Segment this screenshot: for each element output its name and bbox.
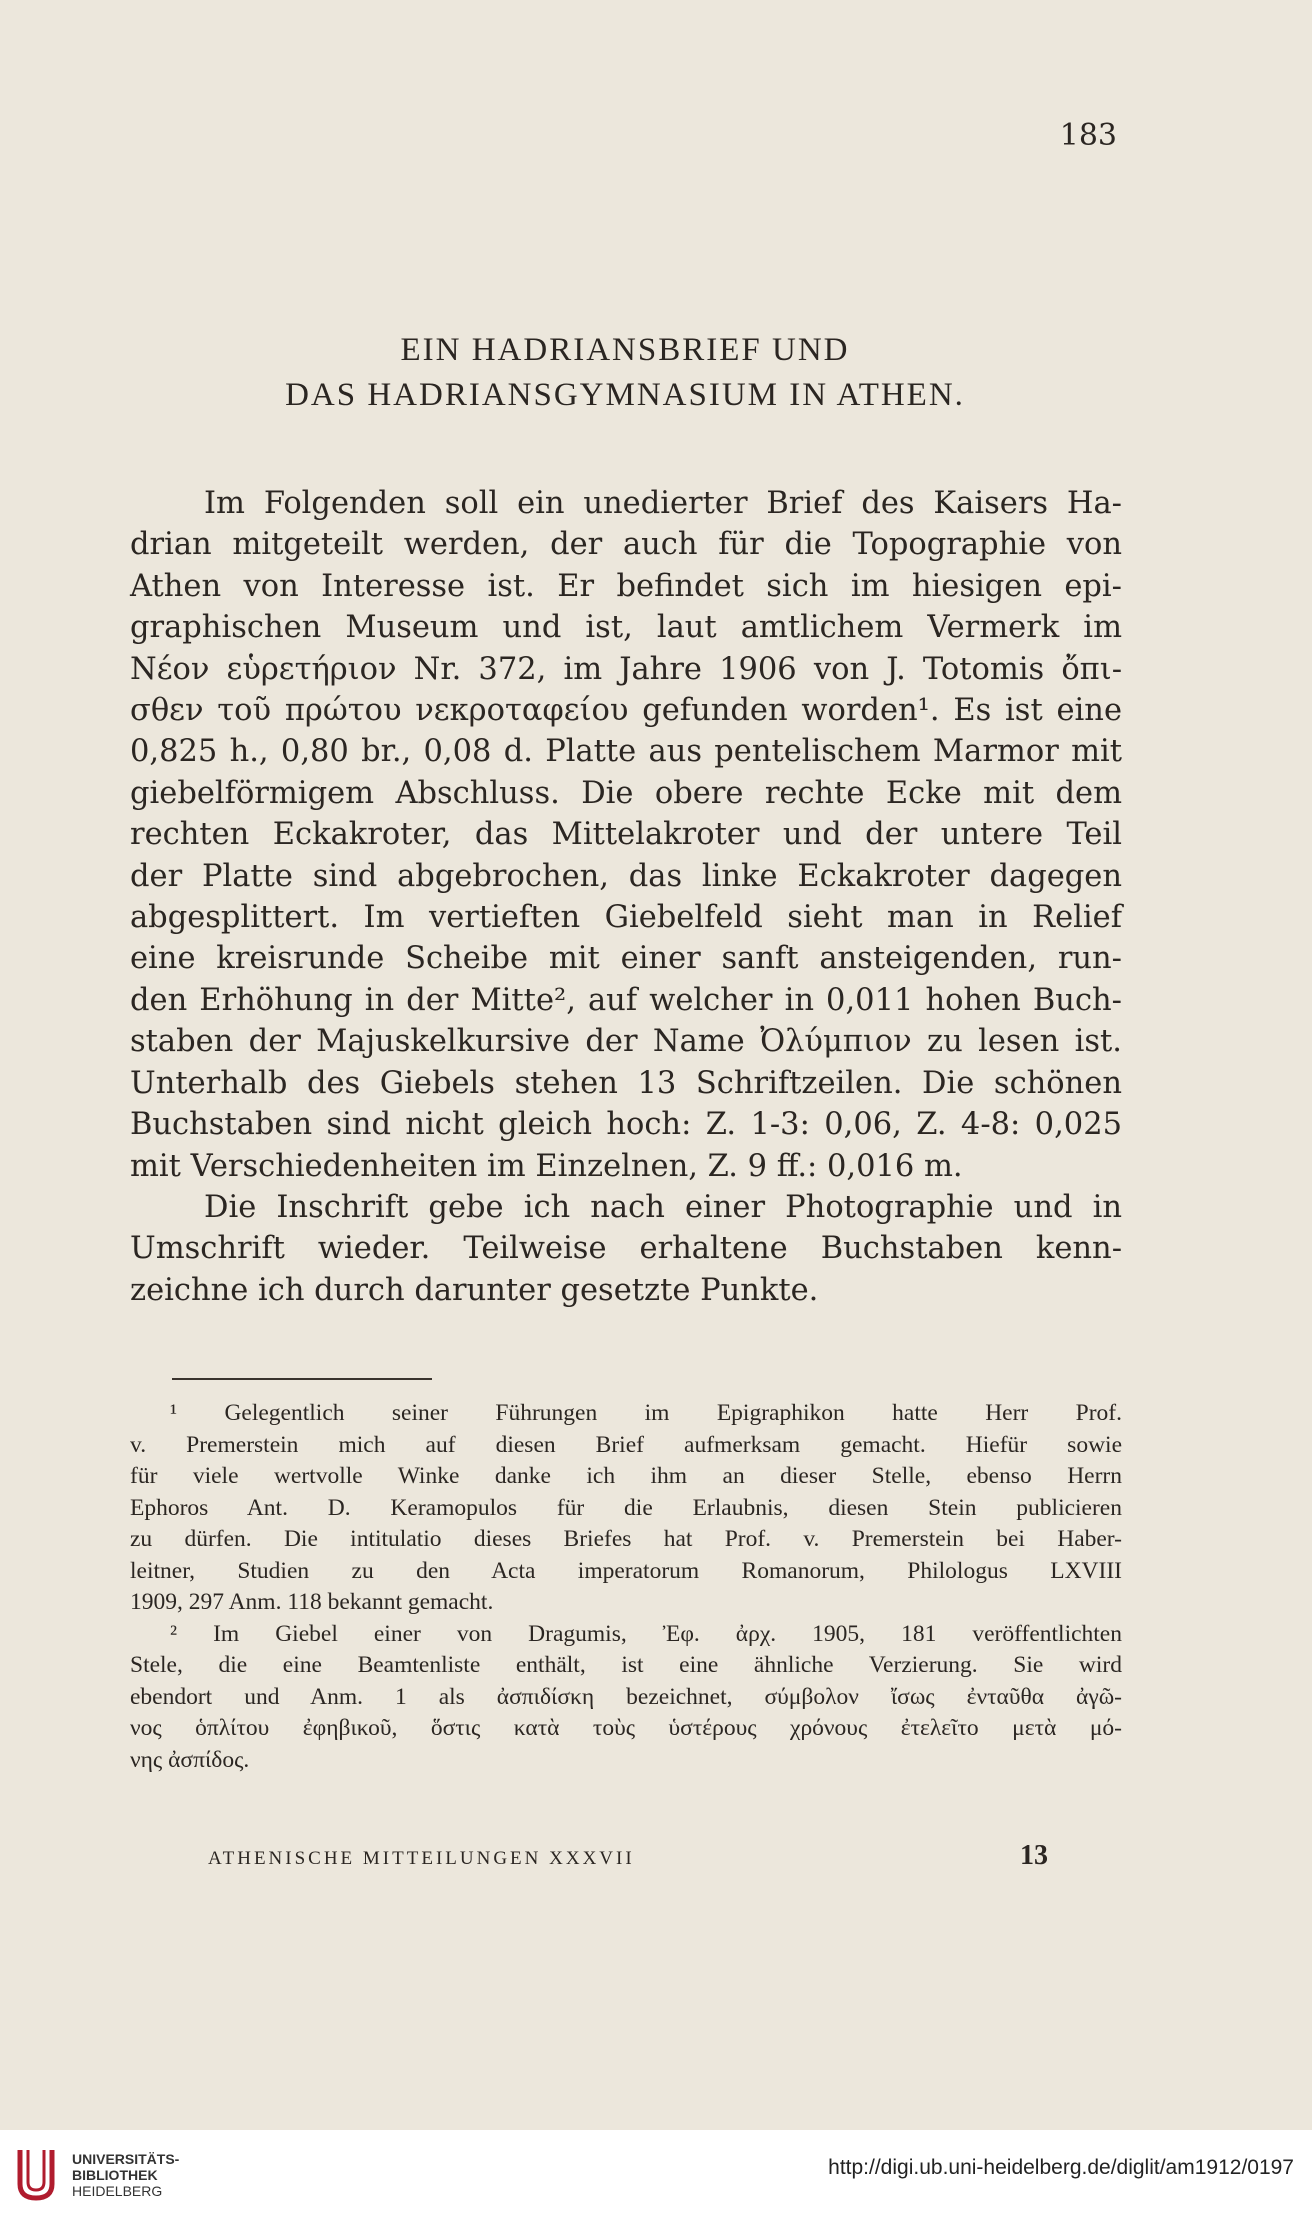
logo-line: UNIVERSITÄTS-	[72, 2151, 180, 2167]
footnote-line: ¹ Gelegentlich seiner Führungen im Epigraphikon hatte Herr Prof.	[170, 1400, 1122, 1426]
footnote-line: zu dürfen. Die intitulatio dieses Briefes hat Prof. v. Premerstein bei Haber-	[130, 1526, 1122, 1552]
article-title	[0, 328, 1250, 418]
title-line: DAS HADRIANSGYMNASIUM IN ATHEN.	[285, 377, 965, 413]
body-line: giebelförmigem Abschluss. Die obere rechte Ecke mit dem	[130, 775, 1122, 811]
permalink-url[interactable]: http://digi.ub.uni-heidelberg.de/diglit/am1912/0197	[828, 2156, 1294, 2179]
body-line: Umschrift wieder. Teilweise erhaltene Buchstaben kenn-	[130, 1231, 1122, 1267]
body-line: Νέον εὑρετήριον Nr. 372, im Jahre 1906 von J. Totomis ὄπι-	[130, 651, 1122, 687]
journal-footer	[208, 1840, 1048, 1872]
body-line: staben der Majuskelkursive der Name Ὀλύμπιον zu lesen ist.	[130, 1024, 1122, 1060]
library-logo-text	[72, 2151, 179, 2199]
footnote-line: Ephoros Ant. D. Keramopulos für die Erlaubnis, diesen Stein publicieren	[130, 1494, 1122, 1521]
body-line: der Platte sind abgebrochen, das linke Eckakroter dagegen	[130, 858, 1122, 894]
body-line: Buchstaben sind nicht gleich hoch: Z. 1-3: 0,06, Z. 4-8: 0,025	[130, 1107, 1122, 1143]
page-number: 183	[1059, 118, 1117, 153]
body-line: rechten Eckakroter, das Mittelakroter und der untere Teil	[130, 817, 1122, 853]
footnote-line: ebendort und Anm. 1 als ἀσπιδίσκη bezeichnet, σύμβολον ἴσως ἐνταῦθα ἀγῶ-	[130, 1683, 1122, 1710]
body-line: mit Verschiedenheiten im Einzelnen, Z. 9 ff.: 0,016 m.	[130, 1148, 963, 1184]
body-text	[130, 483, 1122, 1311]
body-line: eine kreisrunde Scheibe mit einer sanft ansteigenden, run-	[130, 941, 1122, 977]
footnote-rule	[172, 1378, 432, 1380]
body-line: Im Folgenden soll ein unedierter Brief des Kaisers Ha-	[204, 486, 1122, 521]
body-line: σθεν τοῦ πρώτου νεκροταφείου gefunden worden¹. Es ist eine	[130, 693, 1122, 729]
body-line: graphischen Museum und ist, laut amtlichem Vermerk im	[130, 610, 1122, 646]
footnote-line: 1909, 297 Anm. 118 bekannt gemacht.	[130, 1589, 494, 1615]
body-line: abgesplittert. Im vertieften Giebelfeld sieht man in Relief	[130, 900, 1122, 936]
sheet-number: 13	[1020, 1840, 1048, 1871]
footnote-line: νος ὁπλίτου ἐφηβικοῦ, ὅστις κατὰ τοὺς ὑστέρους χρόνους ἐτελεῖτο μετὰ μό-	[130, 1715, 1122, 1741]
viewer-footer-bar	[0, 2130, 1312, 2226]
logo-line: BIBLIOTHEK	[72, 2167, 158, 2183]
library-logo[interactable]	[12, 2144, 179, 2206]
logo-line: HEIDELBERG	[72, 2183, 163, 2199]
footnote-line: leitner, Studien zu den Acta imperatorum Romanorum, Philologus LXVIII	[130, 1557, 1122, 1584]
footnote-line: ² Im Giebel einer von Dragumis, Ἐφ. ἀρχ. 1905, 181 veröffentlichten	[170, 1620, 1122, 1647]
journal-name: ATHENISCHE MITTEILUNGEN XXXVII	[208, 1848, 635, 1869]
footnote-line: Stele, die eine Beamtenliste enthält, ist eine ähnliche Verzierung. Sie wird	[130, 1652, 1122, 1678]
body-line: Unterhalb des Giebels stehen 13 Schriftzeilen. Die schönen	[130, 1065, 1122, 1101]
body-line: zeichne ich durch darunter gesetzte Punkte.	[130, 1272, 819, 1308]
footnote-line: für viele wertvolle Winke danke ich ihm an dieser Stelle, ebenso Herrn	[130, 1463, 1122, 1489]
library-logo-icon	[12, 2144, 62, 2206]
footnote-line: v. Premerstein mich auf diesen Brief aufmerksam gemacht. Hiefür sowie	[130, 1431, 1122, 1458]
footnotes	[130, 1398, 1122, 1776]
body-line: 0,825 h., 0,80 br., 0,08 d. Platte aus pentelischem Marmor mit	[130, 734, 1122, 770]
body-line: Athen von Interesse ist. Er befindet sich im hiesigen epi-	[130, 568, 1122, 604]
body-line: Die Inschrift gebe ich nach einer Photographie und in	[204, 1189, 1122, 1225]
title-line: EIN HADRIANSBRIEF UND	[400, 332, 850, 368]
body-line: drian mitgeteilt werden, der auch für die Topographie von	[130, 527, 1122, 563]
body-line: den Erhöhung in der Mitte², auf welcher in 0,011 hohen Buch-	[130, 982, 1122, 1018]
footnote-line: νης ἀσπίδος.	[130, 1746, 250, 1773]
